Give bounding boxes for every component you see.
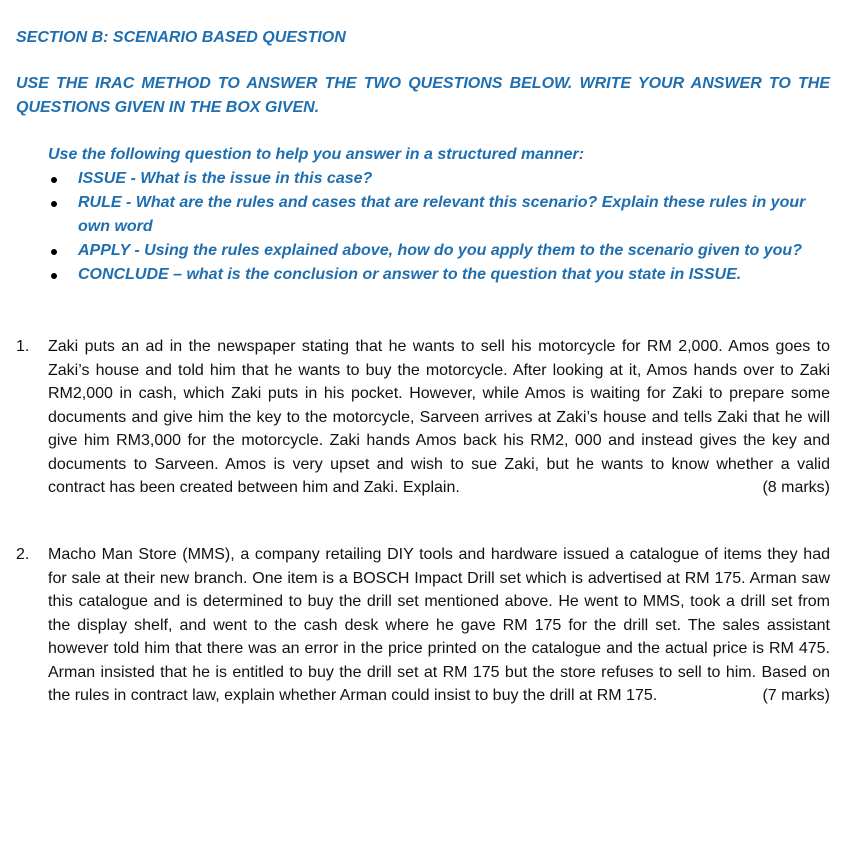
guide-intro: Use the following question to help you answer in a structured manner: [48,146,585,163]
question-number: 1. [16,338,30,355]
question-number: 2. [16,546,30,563]
bullet-icon [51,273,57,279]
bullet-icon [51,249,57,255]
section-instruction: USE THE IRAC METHOD TO ANSWER THE TWO QUESTIONS BELOW. WRITE YOUR ANSWER TO THE QUESTIONS GIVEN IN THE BOX GIVEN. [16,75,830,116]
question-marks: (8 marks) [762,479,830,496]
guide-item-text: RULE - What are the rules and cases that are relevant this scenario? Explain these rules in your own word [78,194,806,235]
guide-item-issue [48,167,830,191]
question-1 [16,335,830,500]
guide-list [48,167,830,287]
guide-item-text: ISSUE - What is the issue in this case? [78,170,373,187]
irac-guide [48,143,830,287]
question-text: Zaki puts an ad in the newspaper stating that he wants to sell his motorcycle for RM 2,000. Amos goes to Zaki’s house and told him that he wants to buy the motorcycle. After looking at it, Amos hands over to Zaki RM2,000 in cash, which Zaki puts in his pocket. However, while Amos is waiting for Zaki to prepare some documents and give him the key to the motorcycle, Sarveen arrives at Zaki’s house and tells Zaki that he will give him RM3,000 for the motorcycle. Zaki hands Amos back his RM2, 000 and instead gives the key and documents to Sarveen. Amos is very upset and wish to sue Zaki, but he wants to know whether a valid contract has been created between him and Zaki. Explain. [48,338,830,496]
bullet-icon [51,201,57,207]
bullet-icon [51,177,57,183]
guide-item-conclude [48,263,830,287]
guide-item-apply [48,239,830,263]
section-title: SECTION B: SCENARIO BASED QUESTION [16,29,346,46]
guide-item-text: CONCLUDE – what is the conclusion or answer to the question that you state in ISSUE. [78,266,742,283]
question-body [48,543,830,708]
question-marks: (7 marks) [762,687,830,704]
guide-item-text: APPLY - Using the rules explained above, how do you apply them to the scenario given to you? [78,242,802,259]
question-text: Macho Man Store (MMS), a company retailing DIY tools and hardware issued a catalogue of items they had for sale at their new branch. One item is a BOSCH Impact Drill set which is advertised at RM 175. Arman saw this catalogue and is determined to buy the drill set mentioned above. He went to MMS, took a drill set from the display shelf, and went to the cash desk where he gave RM 175 for the drill set. The sales assistant however told him that there was an error in the price printed on the catalogue and the actual price is RM 475. Arman insisted that he is entitled to buy the drill set at RM 175 but the store refuses to sell to him. Based on the rules in contract law, explain whether Arman could insist to buy the drill at RM 175. [48,546,830,704]
question-2 [16,543,830,708]
question-body [48,335,830,500]
guide-item-rule [48,191,830,239]
